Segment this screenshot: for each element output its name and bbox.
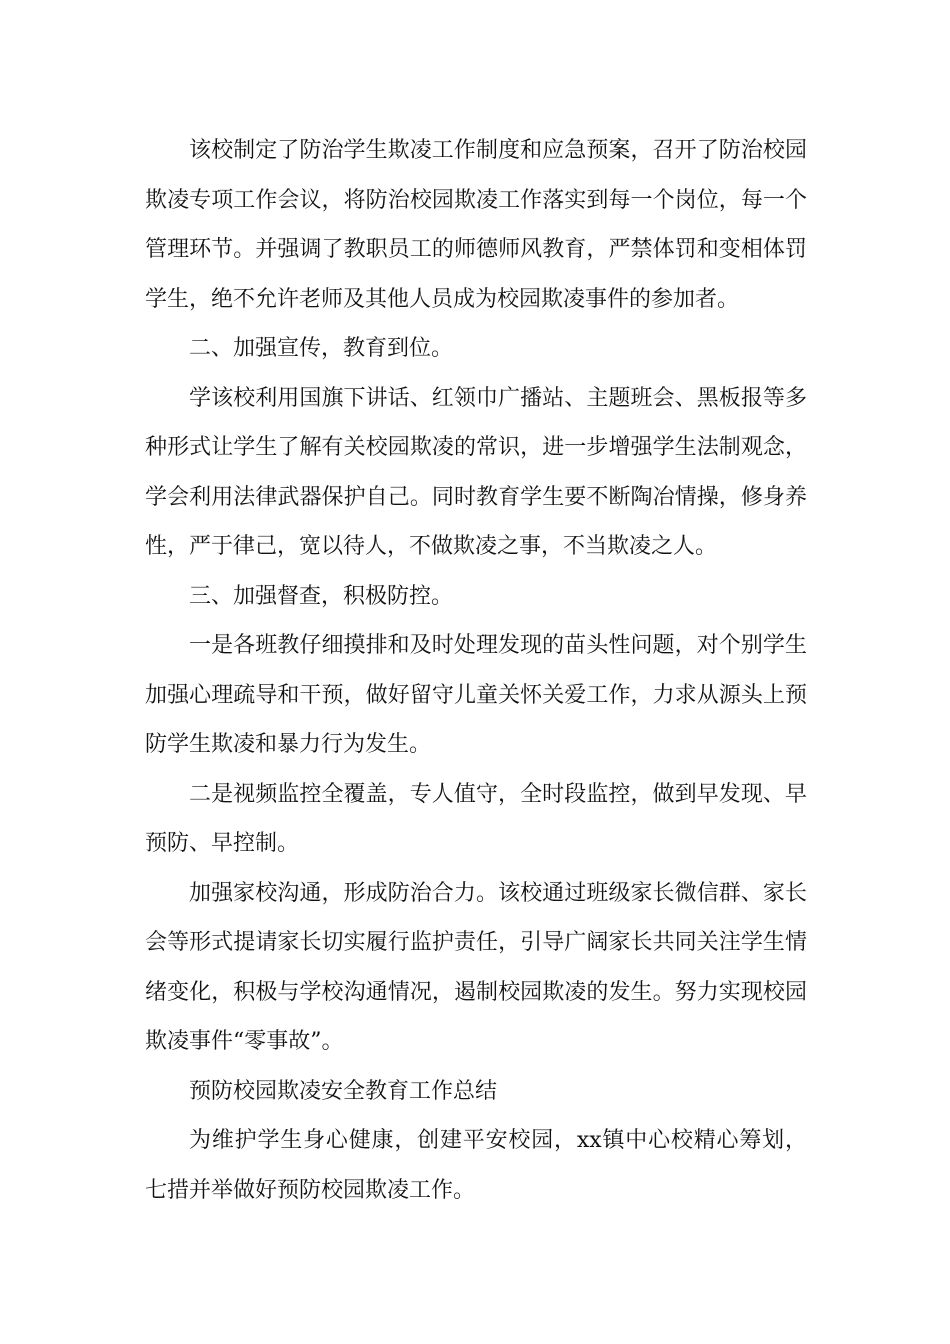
paragraph-6: 为维护学生身心健康，创建平安校园，xx镇中心校精心筹划，七措并举做好预防校园欺凌工作。	[145, 1128, 807, 1203]
document-subtitle: 预防校园欺凌安全教育工作总结	[189, 1078, 498, 1104]
section-heading-3: 三、加强督查，积极防控。	[189, 583, 454, 609]
paragraph-2: 学该校利用国旗下讲话、红领巾广播站、主题班会、黑板报等多种形式让学生了解有关校园欺凌的常识，进一步增强学生法制观念，学会利用法律武器保护自己。同时教育学生要不断陶冶情操，修身养性，严于律己，宽以待人，不做欺凌之事，不当欺凌之人。	[145, 385, 807, 559]
paragraph-1: 该校制定了防治学生欺凌工作制度和应急预案，召开了防治校园欺凌专项工作会议，将防治校园欺凌工作落实到每一个岗位，每一个管理环节。并强调了教职员工的师德师风教育，严禁体罚和变相体罚学生，绝不允许老师及其他人员成为校园欺凌事件的参加者。	[145, 138, 807, 312]
paragraph-4: 二是视频监控全覆盖，专人值守，全时段监控，做到早发现、早预防、早控制。	[145, 781, 807, 856]
section-heading-2: 二、加强宣传，教育到位。	[189, 336, 454, 361]
paragraph-5: 加强家校沟通，形成防治合力。该校通过班级家长微信群、家长会等形式提请家长切实履行监护责任，引导广阔家长共同关注学生情绪变化，积极与学校沟通情况，遏制校园欺凌的发生。努力实现校园欺凌事件“零事故”。	[145, 880, 807, 1054]
document-body	[145, 126, 807, 1215]
paragraph-3: 一是各班教仔细摸排和及时处理发现的苗头性问题，对个别学生加强心理疏导和干预，做好留守儿童关怀关爱工作，力求从源头上预防学生欺凌和暴力行为发生。	[145, 633, 807, 757]
